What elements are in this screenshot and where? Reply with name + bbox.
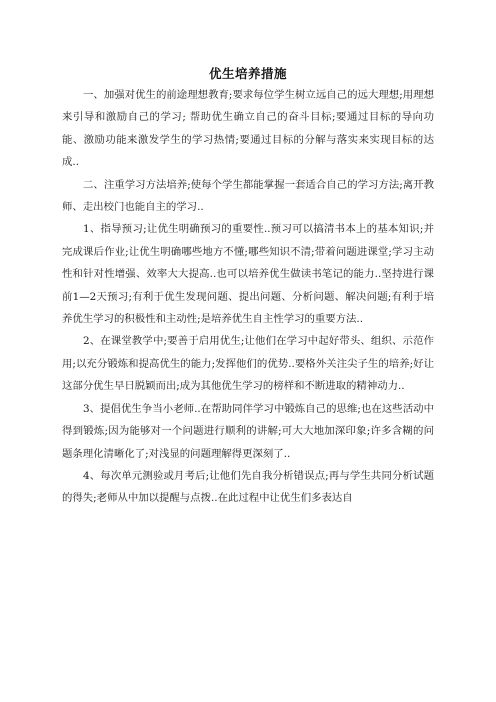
paragraph-goal-education: 一、加强对优生的前途理想教育;要求每位学生树立远自己的远大理想;用理想来引导和激励自己的学习; 帮助优生确立自己的奋斗目标;要通过目标的导向功能、激励功能来激发学生的学习热情;要通过目标的分解与落实来实现目标的达成..	[62, 89, 434, 169]
paragraph-preview-guidance: 1、指导预习;让优生明确预习的重要性..预习可以搞清书本上的基本知识;并完成课后作业;让优生明确哪些地方不懂;哪些知识不清;带着问题进课堂;学习主动性和针对性增强、效率大大提高..也可以培养优生做读书笔记的能力..坚持进行课前1—2天预习;有利于优生发现问题、提出问题、分析问题、解决问题;有利于培养优生学习的积极性和主动性;是培养优生自主性学习的重要方法..	[62, 223, 434, 326]
paragraph-classroom-leadership: 2、在课堂教学中;要善于启用优生;让他们在学习中起好带头、组织、示范作用;以充分锻炼和提高优生的能力;发挥他们的优势..要格外关注尖子生的培养;好让这部分优生早日脱颖而出;成为其他优生学习的榜样和不断进取的精神动力..	[62, 335, 434, 393]
document-title: 优生培养措施	[208, 66, 287, 81]
paragraph-peer-tutoring: 3、提倡优生争当小老师..在帮助同伴学习中锻炼自己的思维;也在这些活动中得到锻炼;因为能够对一个问题进行顺利的讲解;可大大地加深印象;许多含糊的问题条理化清晰化了;对浅显的问题理解得更深刻了..	[62, 402, 434, 460]
paragraph-study-methods: 二、注重学习方法培养;使每个学生都能掌握一套适合自己的学习方法;离开教师、走出校门也能自主的学习..	[62, 178, 434, 214]
document-body	[62, 84, 434, 510]
paragraph-test-review: 4、每次单元测验或月考后;让他们先自我分析错误点;再与学生共同分析试题的得失;老师从中加以提醒与点拨..在此过程中让优生们多表达自	[62, 469, 434, 505]
